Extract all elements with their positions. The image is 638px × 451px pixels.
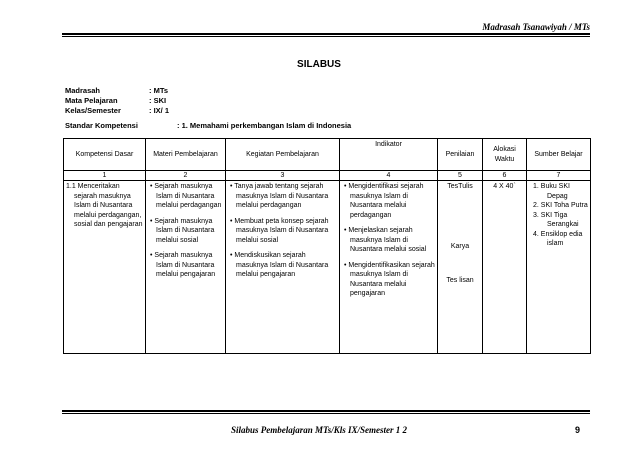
- meta-value: : IX/ 1: [149, 106, 170, 115]
- table-row: [64, 181, 591, 354]
- meta-value: : MTs: [149, 86, 169, 95]
- meta-label: Mata Pelajaran: [65, 96, 118, 105]
- col-header-penilaian: Penilaian: [438, 139, 483, 171]
- column-number: 5: [438, 171, 483, 181]
- sumber-item: 4. Ensiklop edia islam: [533, 230, 583, 247]
- list-item: • Sejarah masuknya Islam di Nusantara melalui sosial: [150, 217, 215, 244]
- page-title: SILABUS: [297, 59, 341, 70]
- column-number: 3: [226, 171, 340, 181]
- footer-rule-thin: [62, 413, 590, 414]
- cell-alokasi-waktu: 4 X 40`: [483, 181, 527, 354]
- sumber-item: 2. SKI Toha Putra: [533, 202, 588, 209]
- column-number: 4: [340, 171, 438, 181]
- syllabus-table: [63, 138, 591, 354]
- table-header-row: [64, 139, 591, 171]
- list-item: • Mendiskusikan sejarah masuknya Islam di Nusantara melalui pengajaran: [230, 252, 329, 278]
- list-item: • Membuat peta konsep sejarah masuknya Islam di Nusantara melalui sosial: [230, 217, 329, 244]
- meta-value: : SKI: [149, 96, 167, 105]
- cell-materi: [146, 181, 226, 354]
- column-number-row: [64, 171, 591, 181]
- cell-indikator: [340, 181, 438, 354]
- column-number: 6: [483, 171, 527, 181]
- list-item: • Menjelaskan sejarah masuknya Islam di Nusantara melalui sosial: [344, 227, 427, 253]
- kd-text: 1.1 Menceritakan sejarah masuknya Islam di Nusantara melalui perdagangan, sosial dan pengajaran: [66, 183, 143, 228]
- col-header-indikator: Indikator: [340, 139, 438, 171]
- col-header-sumber: Sumber Belajar: [527, 139, 591, 171]
- sumber-item: 1. Buku SKI Depag: [533, 183, 570, 200]
- cell-sumber-belajar: [527, 181, 591, 354]
- meta-label: Standar Kompetensi: [65, 121, 138, 130]
- col-header-alokasi: Alokasi Waktu: [483, 139, 527, 171]
- penilaian-item: Karya: [450, 242, 470, 250]
- col-header-kegiatan: Kegiatan Pembelajaran: [226, 139, 340, 171]
- meta-value: : 1. Memahami perkembangan Islam di Indonesia: [177, 121, 352, 130]
- list-item: • Sejarah masuknya Islam di Nusantara melalui pengajaran: [150, 252, 216, 278]
- list-item: • Tanya jawab tentang sejarah masuknya Islam di Nusantara melalui perdagangan: [230, 183, 329, 209]
- column-number: 2: [146, 171, 226, 181]
- col-header-kd: Kompetensi Dasar: [64, 139, 146, 171]
- list-item: • Mengidentifikasi sejarah masuknya Islam di Nusantara melalui perdagangan: [344, 183, 424, 219]
- header-rule-thin: [62, 36, 590, 37]
- document-header: Madrasah Tsanawiyah / MTs: [482, 22, 590, 32]
- col-header-materi: Materi Pembelajaran: [146, 139, 226, 171]
- document-footer: Silabus Pembelajaran MTs/Kls IX/Semester 1 2: [231, 425, 407, 435]
- sumber-item: 3. SKI Tiga Serangkai: [533, 211, 579, 228]
- cell-kompetensi-dasar: [64, 181, 146, 354]
- list-item: • Sejarah masuknya Islam di Nusantara melalui perdagangan: [150, 183, 222, 209]
- penilaian-item: Tes lisan: [446, 277, 474, 284]
- meta-label: Madrasah: [65, 86, 101, 95]
- list-item: • Mengidentifikasikan sejarah masuknya Islam di Nusantara melalui pengajaran: [344, 261, 435, 297]
- footer-rule: [62, 410, 590, 412]
- header-rule: [62, 33, 590, 35]
- cell-kegiatan: [226, 181, 340, 354]
- column-number: 7: [527, 171, 591, 181]
- penilaian-item: TesTulis: [447, 183, 473, 190]
- page-number: 9: [575, 425, 581, 435]
- column-number: 1: [64, 171, 146, 181]
- meta-label: Kelas/Semester: [65, 106, 121, 115]
- cell-penilaian: [438, 181, 483, 354]
